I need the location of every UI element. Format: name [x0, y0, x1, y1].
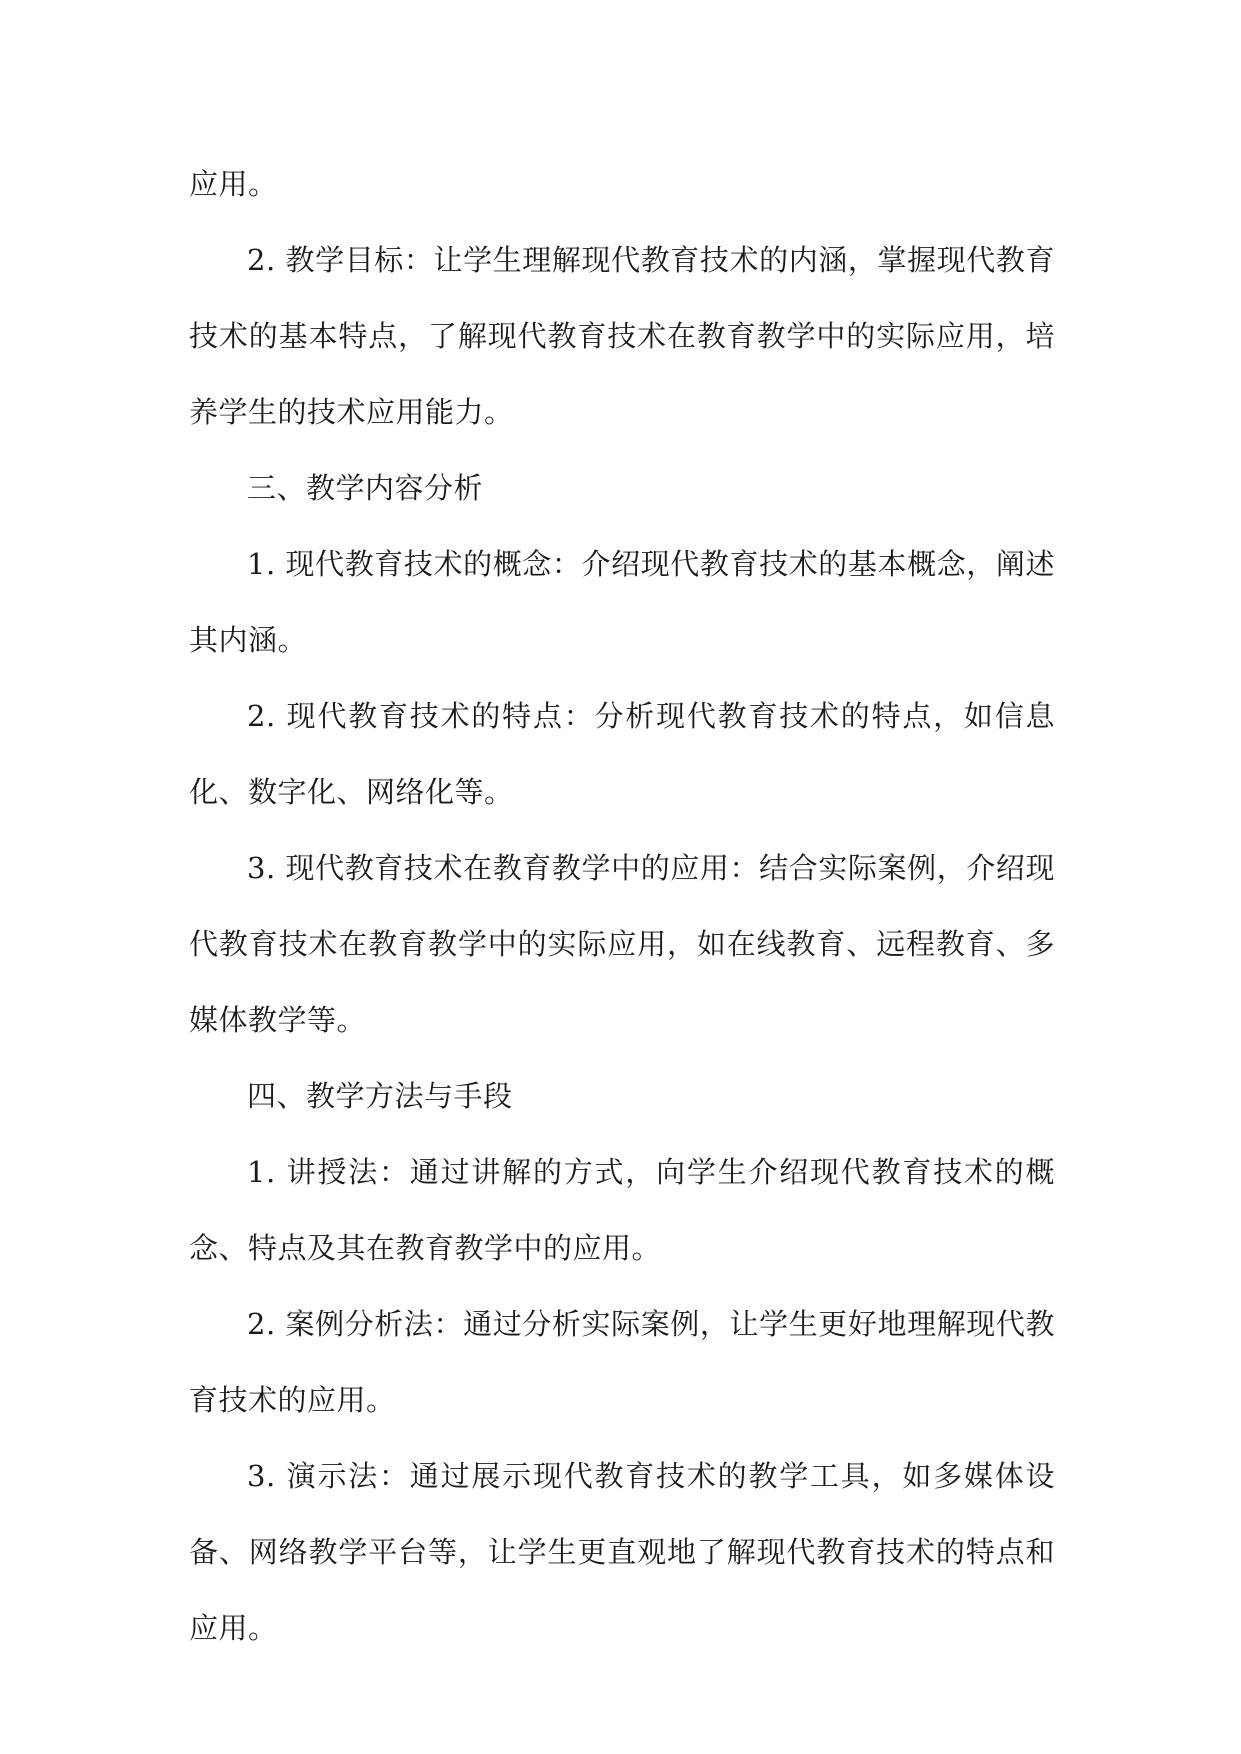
paragraph-demo-method: 3. 演示法：通过展示现代教育技术的教学工具，如多媒体设备、网络教学平台等，让学生更直观地了解现代教育技术的特点和应用。: [189, 1459, 1055, 1645]
paragraph-case-method: 2. 案例分析法：通过分析实际案例，让学生更好地理解现代教育技术的应用。: [189, 1307, 1055, 1417]
paragraph-lecture-method: 1. 讲授法：通过讲解的方式，向学生介绍现代教育技术的概念、特点及其在教育教学中的应用。: [189, 1155, 1055, 1265]
paragraph-concept: 1. 现代教育技术的概念：介绍现代教育技术的基本概念，阐述其内涵。: [189, 547, 1055, 657]
paragraph-teaching-goal: 2. 教学目标：让学生理解现代教育技术的内涵，掌握现代教育技术的基本特点，了解现代教育技术在教育教学中的实际应用，培养学生的技术应用能力。: [189, 243, 1055, 429]
paragraph-application: 3. 现代教育技术在教育教学中的应用：结合实际案例，介绍现代教育技术在教育教学中的实际应用，如在线教育、远程教育、多媒体教学等。: [189, 851, 1055, 1037]
paragraph-features: 2. 现代教育技术的特点：分析现代教育技术的特点，如信息化、数字化、网络化等。: [189, 699, 1055, 809]
section-heading-content-analysis: 三、教学内容分析: [247, 471, 484, 505]
paragraph-continuation: 应用。: [189, 167, 278, 201]
section-heading-methods: 四、教学方法与手段: [247, 1079, 513, 1113]
document-body: [189, 146, 1055, 1666]
